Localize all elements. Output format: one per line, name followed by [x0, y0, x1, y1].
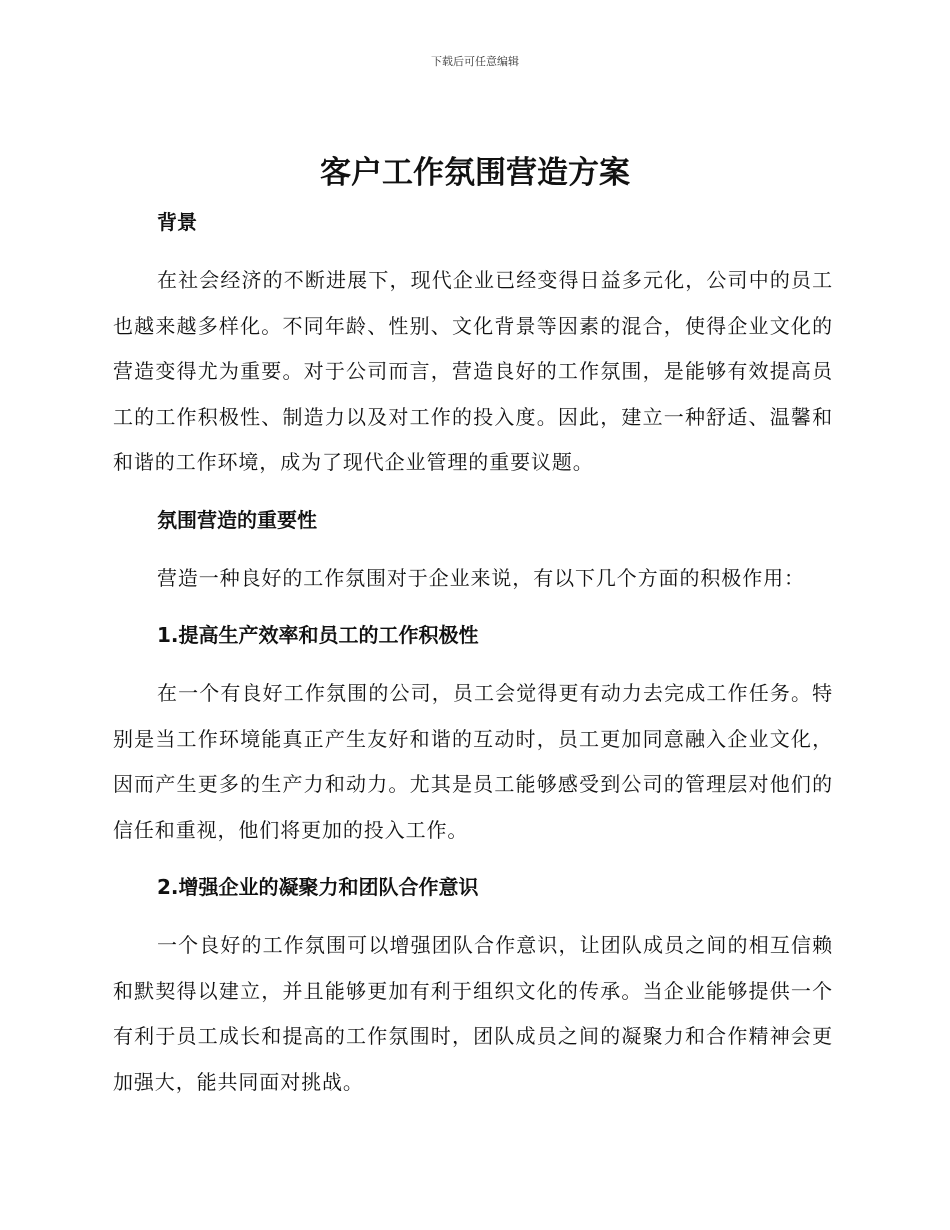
section-heading-importance: 氛围营造的重要性	[157, 507, 317, 532]
section-paragraph-importance: 营造一种良好的工作氛围对于企业来说，有以下几个方面的积极作用：	[157, 565, 805, 590]
section-paragraph-efficiency: 在一个有良好工作氛围的公司，员工会觉得更有动力去完成工作任务。特别是当工作环境能真正产生友好和谐的互动时，员工更加同意融入企业文化，因而产生更多的生产力和动力。尤其是员工能够感受到公司的管理层对他们的信任和重视，他们将更加的投入工作。	[113, 681, 833, 842]
section-heading-cohesion: 2.增强企业的凝聚力和团队合作意识	[157, 875, 479, 899]
document-title: 客户工作氛围营造方案	[320, 155, 630, 191]
section-heading-efficiency: 1.提高生产效率和员工的工作积极性	[157, 623, 479, 647]
header-note: 下载后可任意编辑	[431, 55, 519, 68]
section-heading-background: 背景	[157, 210, 197, 234]
document-body	[113, 202, 833, 1105]
section-paragraph-background: 在社会经济的不断进展下，现代企业已经变得日益多元化，公司中的员工也越来越多样化。不同年龄、性别、文化背景等因素的混合，使得企业文化的营造变得尤为重要。对于公司而言，营造良好的工作氛围，是能够有效提高员工的工作积极性、制造力以及对工作的投入度。因此，建立一种舒适、温馨和和谐的工作环境，成为了现代企业管理的重要议题。	[113, 268, 833, 474]
section-paragraph-cohesion: 一个良好的工作氛围可以增强团队合作意识，让团队成员之间的相互信赖和默契得以建立，并且能够更加有利于组织文化的传承。当企业能够提供一个有利于员工成长和提高的工作氛围时，团队成员之间的凝聚力和合作精神会更加强大，能共同面对挑战。	[113, 933, 833, 1094]
